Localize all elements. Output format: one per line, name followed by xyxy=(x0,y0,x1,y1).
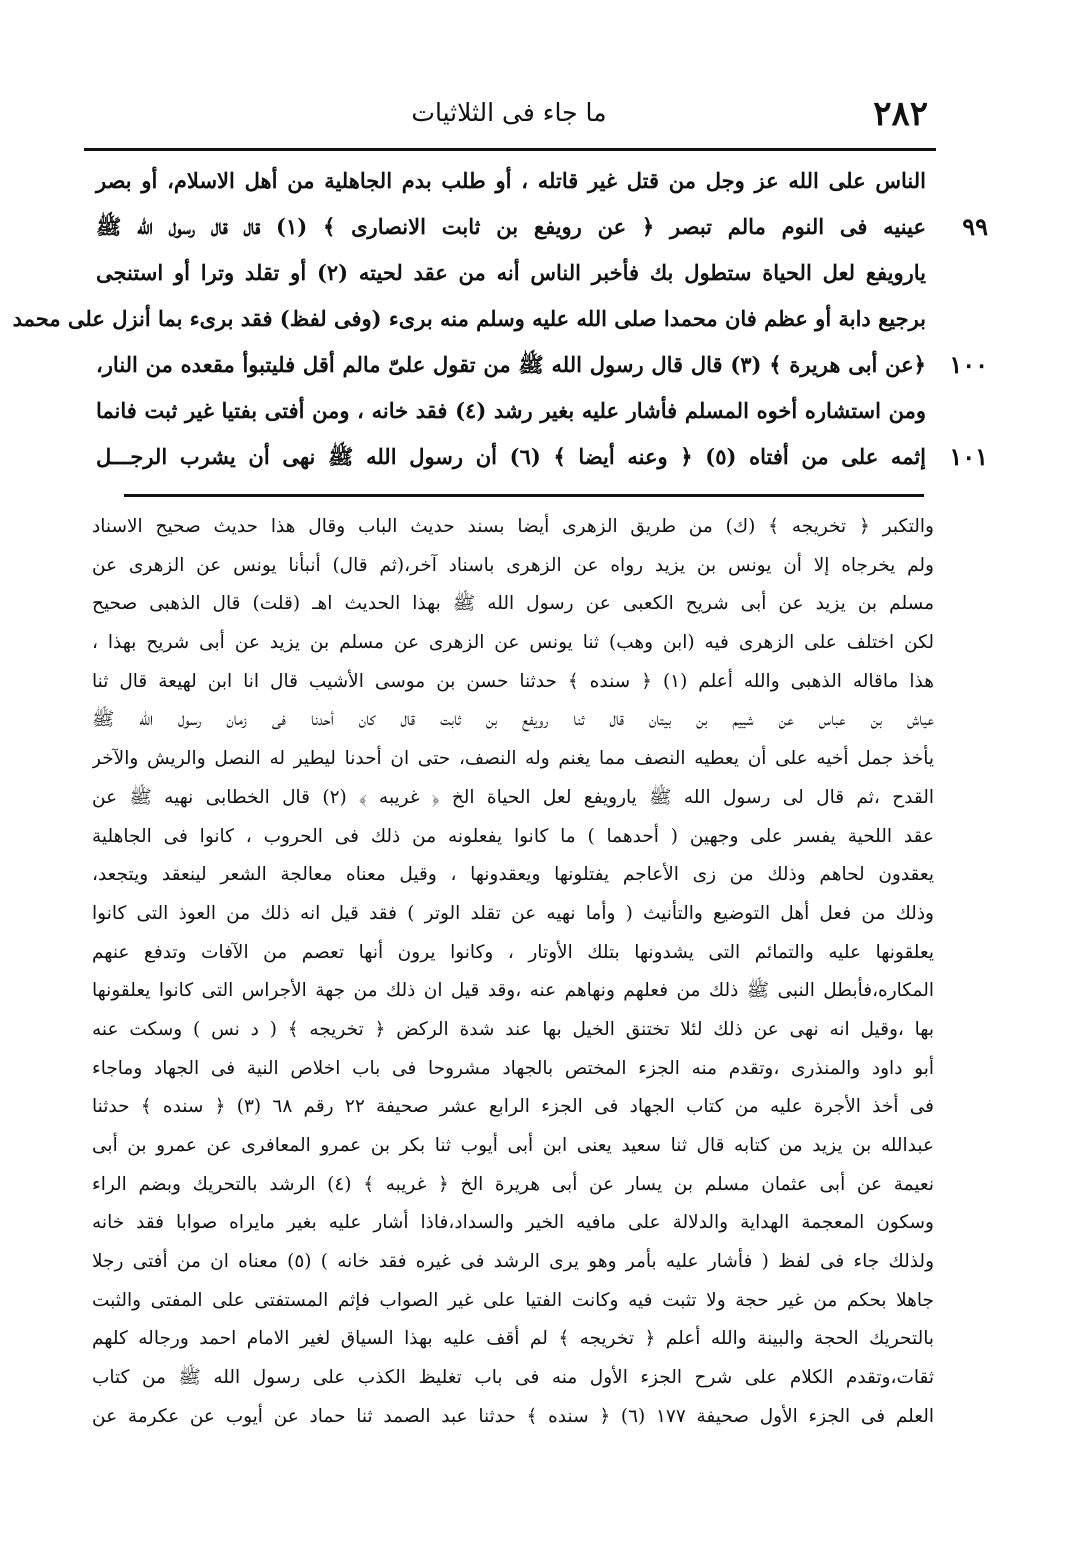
hadith-number: ١٠٠ xyxy=(949,350,988,379)
note-line: ثقات،وتقدم الكلام على شرح الجزء الأول منه فى باب تغليظ الكذب على رسول الله ﷺ من كتاب xyxy=(92,1367,934,1389)
note-line: أبو داود والمنذرى ،وتقدم منه الجزء المختص بالجهاد مشروحا فى باب اخلاص النية فى الجهاد وماجاء xyxy=(92,1057,934,1079)
main-line xyxy=(96,388,926,434)
page-header xyxy=(84,92,934,136)
main-line-text: عينيه فى النوم مالم تبصر ﴿ عن رويفع بن ثابت الانصارى ﴾ (١) قال قال رسول الله ﷺ xyxy=(96,214,926,239)
note-line: القدح ،ثم قال لى رسول الله ﷺ يارويفع لعل الحياة الخ ﴿ غريبه ﴾ (٢) قال الخطابى نهيه ﷺ عن xyxy=(92,786,934,808)
main-line xyxy=(12,296,926,342)
note-line: عبدالله بن يزيد من كتابه قال ثنا سعيد يعنى ابن أبى أيوب ثنا بكر بن عمرو المعافرى عن عمرو بن أبى xyxy=(92,1135,934,1156)
header-rule xyxy=(84,148,936,151)
note-line: مسلم بن يزيد عن أبى شريح الكعبى عن رسول الله ﷺ بهذا الحديث اهـ (قلت) قال الذهبى صحيح xyxy=(92,593,934,615)
note-line: جاهلا بحكم من غير حجة ولا تثبت فيه وكانت الفتيا على غير الصواب فإثم المستفتى على المفتى والثبت xyxy=(92,1289,934,1311)
hadith-text xyxy=(12,158,988,480)
main-line xyxy=(96,250,926,296)
hadith-number: ١٠١ xyxy=(949,442,988,471)
main-line-text: برجيع دابة أو عظم فان محمدا صلى الله عليه وسلم منه برىء (وفى لفظ) فقد برىء بما أنزل على محمد xyxy=(12,306,926,331)
note-line: والتكبر ﴿ تخريجه ﴾ (ك) من طريق الزهرى أيضا بسند حديث الباب وقال هذا حديث صحيح الاسناد xyxy=(92,516,934,537)
main-line xyxy=(96,204,988,250)
note-line: ولذلك جاء فى لفظ ( فأشار عليه بأمر وهو يرى الرشد فى غيره فقد خانه ) (٥) معناه ان من أفتى رجلا xyxy=(92,1251,934,1273)
note-line: وذلك من فعل أهل التوضيع والتأنيث ( وأما نهيه عن تقلد الوتر ) فقد قيل انه ذلك من العوذ التى كانوا xyxy=(92,902,934,924)
note-line: يعقدون لحاهم وذلك من زى الأعاجم يفتلونها ويعقدونها ، وقيل معناه معالجة الشعر لينعقد ويتجعد، xyxy=(92,864,934,886)
main-line-text: ﴿عن أبى هريرة ﴾ (٣) قال قال رسول الله ﷺ من تقول علىّ مالم أقل فليتبوأ مقعده من النار، xyxy=(96,352,926,377)
note-line: يأخذ جمل أخيه على أن يعطيه النصف مما يغنم وله النصف، حتى ان أحدنا ليطير له النصل والريش والآخر xyxy=(92,748,934,770)
note-line: بها ،وقيل انه نهى عن ذلك لئلا تختنق الخيل بها عند شدة الركض ﴿ تخريجه ﴾ ( د نس ) وسكت عنه xyxy=(92,1018,934,1040)
note-line: بالتحريك الحجة والبينة والله أعلم ﴿ تخريجه ﴾ لم أقف عليه بهذا السياق لغير الامام احمد ورجاله كلهم xyxy=(92,1328,934,1350)
note-line: ولم يخرجاه إلا أن يونس بن يزيد رواه عن الزهرى باسناد آخر،(ثم قال) أنبأنا يونس عن الزهرى عن xyxy=(92,554,934,576)
note-line: يعلقونها عليه والتمائم التى يشدونها بتلك الأوتار ، وكانوا يرون أنها تعصم من الآفات وتدفع عنهم xyxy=(92,941,934,963)
main-line-text: ومن استشاره أخوه المسلم فأشار عليه بغير رشد (٤) فقد خانه ، ومن أفتى بفتيا غير ثبت فانما xyxy=(96,398,926,423)
note-line: نعيمة عن أبى عثمان مسلم بن يسار عن أبى هريرة الخ ﴿ غريبه ﴾ (٤) الرشد بالتحريك وبضم الراء xyxy=(92,1173,934,1195)
main-line xyxy=(96,158,926,204)
note-line: وسكون المعجمة الهداية والدلالة على مافيه الخير والسداد،فاذا أشار عليه بغير مايراه صوابا فقد خانه xyxy=(92,1212,934,1234)
note-line: عقد اللحية يفسر على وجهين ( أحدهما ) ما كانوا يفعلونه من ذلك فى الحروب ، كانوا فى الجاهلية xyxy=(92,825,934,847)
page-number: ٢٨٢ xyxy=(873,94,928,134)
main-line xyxy=(96,434,988,480)
note-line: لكن اختلف على الزهرى فيه (ابن وهب) ثنا يونس عن الزهرى عن مسلم بن يزيد عن أبى شريح بهذا ، xyxy=(92,632,934,654)
note-line: هذا ماقاله الذهبى والله أعلم (١) ﴿ سنده ﴾ حدثنا حسن بن موسى الأشيب قال انا ابن لهيعة قال ثنا xyxy=(92,670,934,692)
hadith-number: ٩٩ xyxy=(962,212,988,241)
footnote-separator xyxy=(124,494,924,497)
main-line-text: يارويفع لعل الحياة ستطول بك فأخبر الناس أنه من عقد لحيته (٢) أو تقلد وترا أو استنجى xyxy=(96,260,926,285)
note-line: العلم فى الجزء الأول صحيفة ١٧٧ (٦) ﴿ سنده ﴾ حدثنا عبد الصمد ثنا حماد عن أيوب عن عكرمة عن xyxy=(92,1405,934,1427)
commentary-notes xyxy=(92,508,934,1437)
main-line-text: إثمه على من أفتاه (٥) ﴿ وعنه أيضا ﴾ (٦) أن رسول الله ﷺ نهى أن يشرب الرجـــل xyxy=(96,444,927,469)
main-line xyxy=(96,342,988,388)
note-line: عياش بن عباس عن شييم بن بيتان قال ثنا رويفع بن ثابت قال كان أحدنا فى زمان رسول الله ﷺ xyxy=(92,709,934,731)
note-line: المكاره،فأبطل النبى ﷺ ذلك من فعلهم ونهاهم عنه ،وقد قيل ان ذلك من جهة الأجراس التى كانوا يعلقونها xyxy=(92,980,934,1002)
main-line-text: الناس على الله عز وجل من قتل غير قاتله ، أو طلب بدم الجاهلية من أهل الاسلام، أو بصر xyxy=(96,168,926,193)
running-title: ما جاء فى الثلاثيات xyxy=(411,98,607,127)
note-line: فى أخذ الأجرة عليه من كتاب الجهاد فى الجزء الرابع عشر صحيفة ٢٢ رقم ٦٨ (٣) ﴿ سنده ﴾ حدثنا xyxy=(92,1096,934,1118)
